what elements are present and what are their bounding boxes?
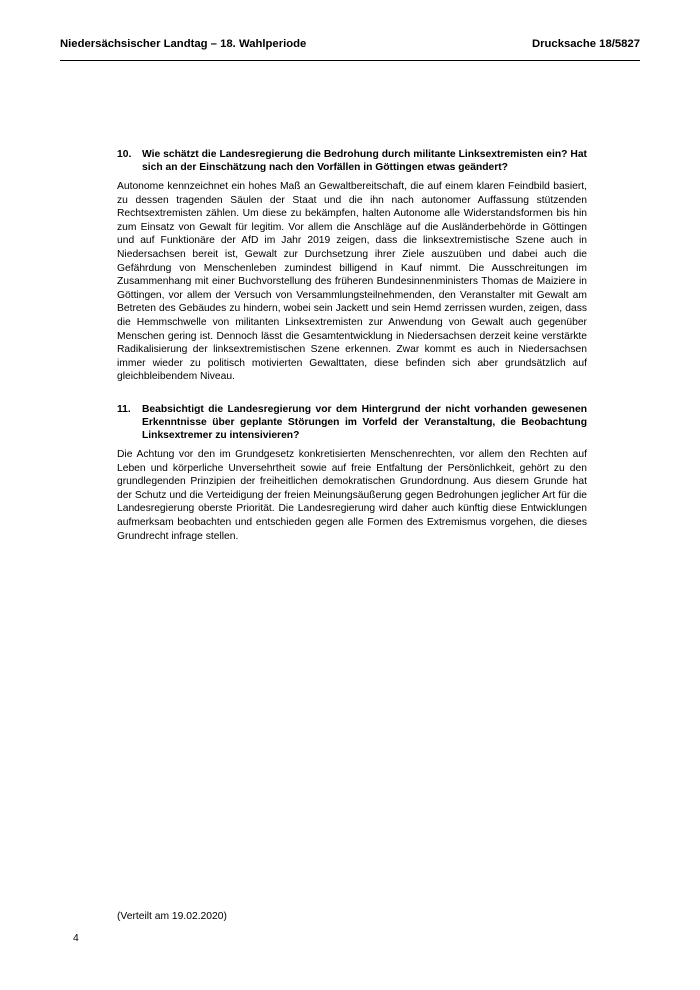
header-title: Niedersächsischer Landtag – 18. Wahlperiode [60, 38, 307, 50]
answer-11: Die Achtung vor den im Grundgesetz konkretisierten Menschenrechten, vor allem den Rechten auf Leben und körperliche Unversehrtheit sowie auf freie Entfaltung der Persönlichkeit, gehört zu den grundlegenden Prinzipien der freiheitlichen demokratischen Grundordnung. Aus diesem Grunde hat der Schutz und die Verteidigung der freien Meinungsäußerung gegen Bedrohungen jeglicher Art für die Landesregierung oberste Priorität. Die Landesregierung wird daher auch künftig diese Entwicklungen aufmerksam beobachten und entschieden gegen alle Formen des Extremismus vorgehen, die dieses Grundrecht infrage stellen. [117, 449, 587, 542]
answer-10: Autonome kennzeichnet ein hohes Maß an Gewaltbereitschaft, die auf einem klaren Feindbild basiert, zu dessen tragenden Säulen der Staat und die ihn nach autonomer Auffassung stützenden Rechtsextremisten zählen. Um diese zu bekämpfen, halten Autonome alle Widerstandsformen bis hin zum Einsatz von Gewalt für legitim. Vor allem die Anschläge auf die Ausländerbehörde in Göttingen und auf Funktionäre der AfD im Jahr 2019 zeigen, dass die linksextremistische Szene auch in Niedersachsen bereit ist, Gewalt zur Durchsetzung ihrer Ziele auszuüben und dabei auch die Gefährdung von Menschenleben zumindest billigend in Kauf nimmt. Die Ausschreitungen im Zusammenhang mit einer Buchvorstellung des früheren Bundesinnenministers Thomas de Maiziere in Göttingen, vor allem der Versuch von Versammlungsteilnehmenden, den Veranstalter mit Gewalt am Betreten des Gebäudes zu hindern, wobei sein Jackett und sein Hemd zerrissen wurden, zeigen, dass die Hemmschwelle von militanten Linksextremisten zur Anwendung von Gewalt auch gegenüber Menschen gering ist. Dennoch lässt die Gesamtentwicklung in Niedersachsen derzeit keine verstärkte Radikalisierung der linksextremistischen Szene erkennen. Zwar kommt es auch in Niedersachsen immer wieder zu politisch motivierten Gewalttaten, diese befinden sich aber grundsätzlich auf gleichbleibendem Niveau. [117, 181, 587, 383]
document-number: Drucksache 18/5827 [531, 38, 640, 50]
distribution-date: (Verteilt am 19.02.2020) [117, 911, 227, 922]
question-text: Beabsichtigt die Landesregierung vor dem Hintergrund der nicht vorhanden gewesenen Erkenntnisse über geplante Störungen im Vorfeld der Veranstaltung, die Beobachtung Linksextremer zu intensivieren? [142, 404, 587, 442]
page-header [60, 38, 640, 61]
question-10 [117, 148, 587, 174]
page-number: 4 [73, 933, 79, 944]
question-11 [117, 403, 587, 443]
question-number: 11. [117, 404, 131, 415]
question-number: 10. [117, 149, 132, 160]
question-text: Wie schätzt die Landesregierung die Bedrohung durch militante Linksextremisten ein? Hat sich an der Einschätzung nach den Vorfällen in Göttingen etwas geändert? [142, 149, 587, 174]
